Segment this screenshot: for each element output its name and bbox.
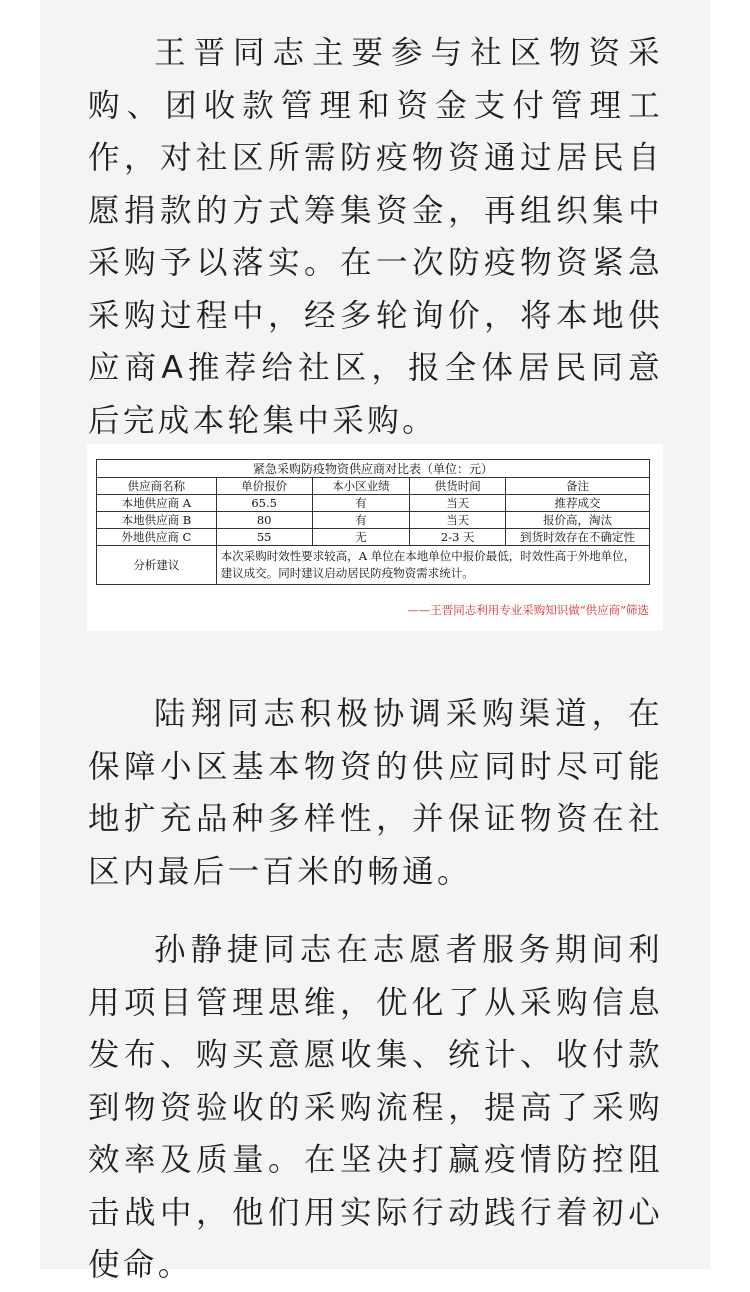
table-header-row (97, 478, 650, 495)
table-title-row (97, 460, 650, 478)
analysis-text: 本次采购时效性要求较高，A 单位在本地单位中报价最低，时效性高于外地单位，建议成交。同时建议启动居民防疫物资需求统计。 (216, 546, 649, 585)
table-header-cell: 本小区业绩 (312, 478, 410, 495)
paragraph-lu-xiang: 陆翔同志积极协调采购渠道，在保障小区基本物资的供应同时尽可能地扩充品种多样性，并保证物资在社区内最后一百米的畅通。 (88, 696, 663, 890)
table-cell: 无 (312, 529, 410, 546)
table-cell: 报价高，淘汰 (506, 512, 650, 529)
paragraph-sun-jingjie: 孙静捷同志在志愿者服务期间利用项目管理思维，优化了从采购信息发布、购买意愿收集、统计、收付款到物资验收的采购流程，提高了采购效率及质量。在坚决打赢疫情防控阻击战中，他们用实际行动践行着初心使命。 (88, 932, 663, 1283)
table-cell: 有 (312, 495, 410, 512)
table-cell: 到货时效存在不确定性 (506, 529, 650, 546)
paragraph-wang-jin: 王晋同志主要参与社区物资采购、团收款管理和资金支付管理工作，对社区所需防疫物资通过居民自愿捐款的方式筹集资金，再组织集中采购予以落实。在一次防疫物资紧急采购过程中，经多轮询价，将本地供应商A推荐给社区，报全体居民同意后完成本轮集中采购。 (88, 35, 663, 439)
table-title: 紧急采购防疫物资供应商对比表（单位：元） (97, 460, 650, 478)
supplier-comparison-table (96, 459, 650, 585)
table-cell: 65.5 (216, 495, 312, 512)
table-header-cell: 单价报价 (216, 478, 312, 495)
table-caption: ——王晋同志利用专业采购知识做“供应商”筛选 (407, 603, 649, 617)
supplier-comparison-figure (87, 444, 663, 631)
table-cell: 当天 (410, 512, 506, 529)
table-cell: 55 (216, 529, 312, 546)
table-row (97, 512, 650, 529)
analysis-row (97, 546, 650, 585)
analysis-label: 分析建议 (97, 546, 217, 585)
table-cell: 本地供应商 B (97, 512, 217, 529)
table-cell: 本地供应商 A (97, 495, 217, 512)
table-row (97, 529, 650, 546)
table-cell: 有 (312, 512, 410, 529)
table-cell: 2-3 天 (410, 529, 506, 546)
table-row (97, 495, 650, 512)
table-header-cell: 备注 (506, 478, 650, 495)
table-header-cell: 供应商名称 (97, 478, 217, 495)
table-cell: 推荐成交 (506, 495, 650, 512)
table-cell: 80 (216, 512, 312, 529)
table-header-cell: 供货时间 (410, 478, 506, 495)
table-cell: 当天 (410, 495, 506, 512)
table-cell: 外地供应商 C (97, 529, 217, 546)
